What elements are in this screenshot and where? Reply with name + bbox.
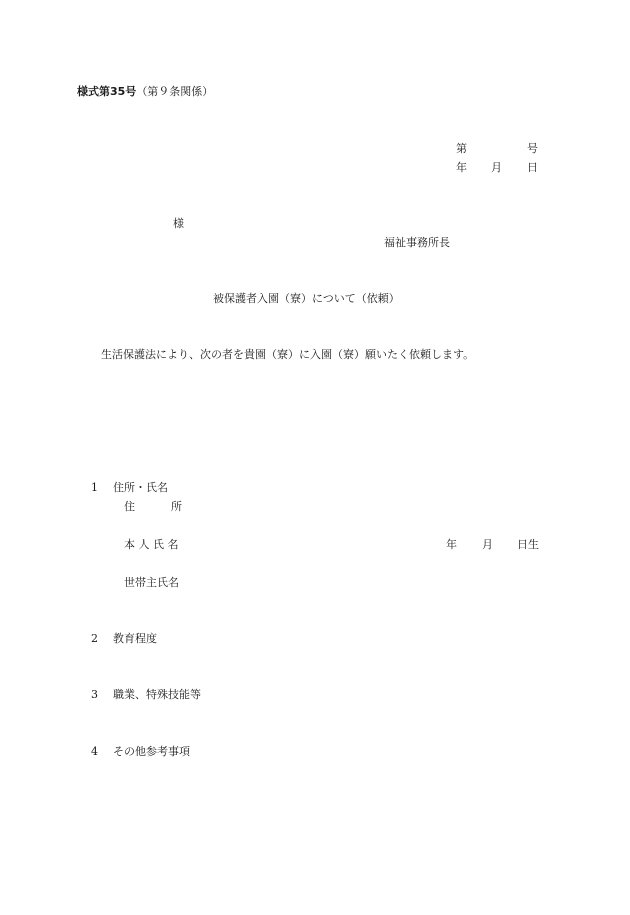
section-1-label: 住所・氏名 — [113, 481, 168, 494]
section-1-number: 1 — [91, 481, 98, 494]
section-2-label: 教育程度 — [113, 632, 157, 645]
householder-label: 世帯主氏名 — [124, 576, 179, 589]
section-3-label: 職業、特殊技能等 — [113, 688, 201, 701]
date-day: 日 — [527, 161, 538, 174]
form-number-article: （第９条関係） — [136, 85, 214, 98]
addressee-honorific: 様 — [173, 217, 184, 230]
date-year: 年 — [456, 161, 467, 174]
form-number-main: 様式第35号 — [77, 85, 137, 98]
birth-year: 年 — [446, 538, 457, 551]
birth-day: 日生 — [517, 538, 539, 551]
number-prefix: 第 — [456, 142, 467, 155]
section-4-label: その他参考事項 — [113, 745, 190, 758]
section-3-number: 3 — [91, 688, 98, 701]
address-label-second: 所 — [171, 500, 182, 513]
address-label-first: 住 — [124, 500, 135, 513]
person-name-label: 本 人 氏 名 — [124, 538, 179, 551]
form-number — [77, 86, 213, 97]
section-4-number: 4 — [91, 745, 98, 758]
document-body: 生活保護法により、次の者を貴園（寮）に入園（寮）願いたく依頼します。 — [101, 348, 475, 361]
number-suffix: 号 — [527, 142, 538, 155]
birth-month: 月 — [482, 538, 493, 551]
document-title: 被保護者入園（寮）について（依頼） — [213, 292, 400, 305]
section-2-number: 2 — [91, 632, 98, 645]
sender-name: 福祉事務所長 — [384, 236, 450, 249]
date-month: 月 — [491, 161, 502, 174]
